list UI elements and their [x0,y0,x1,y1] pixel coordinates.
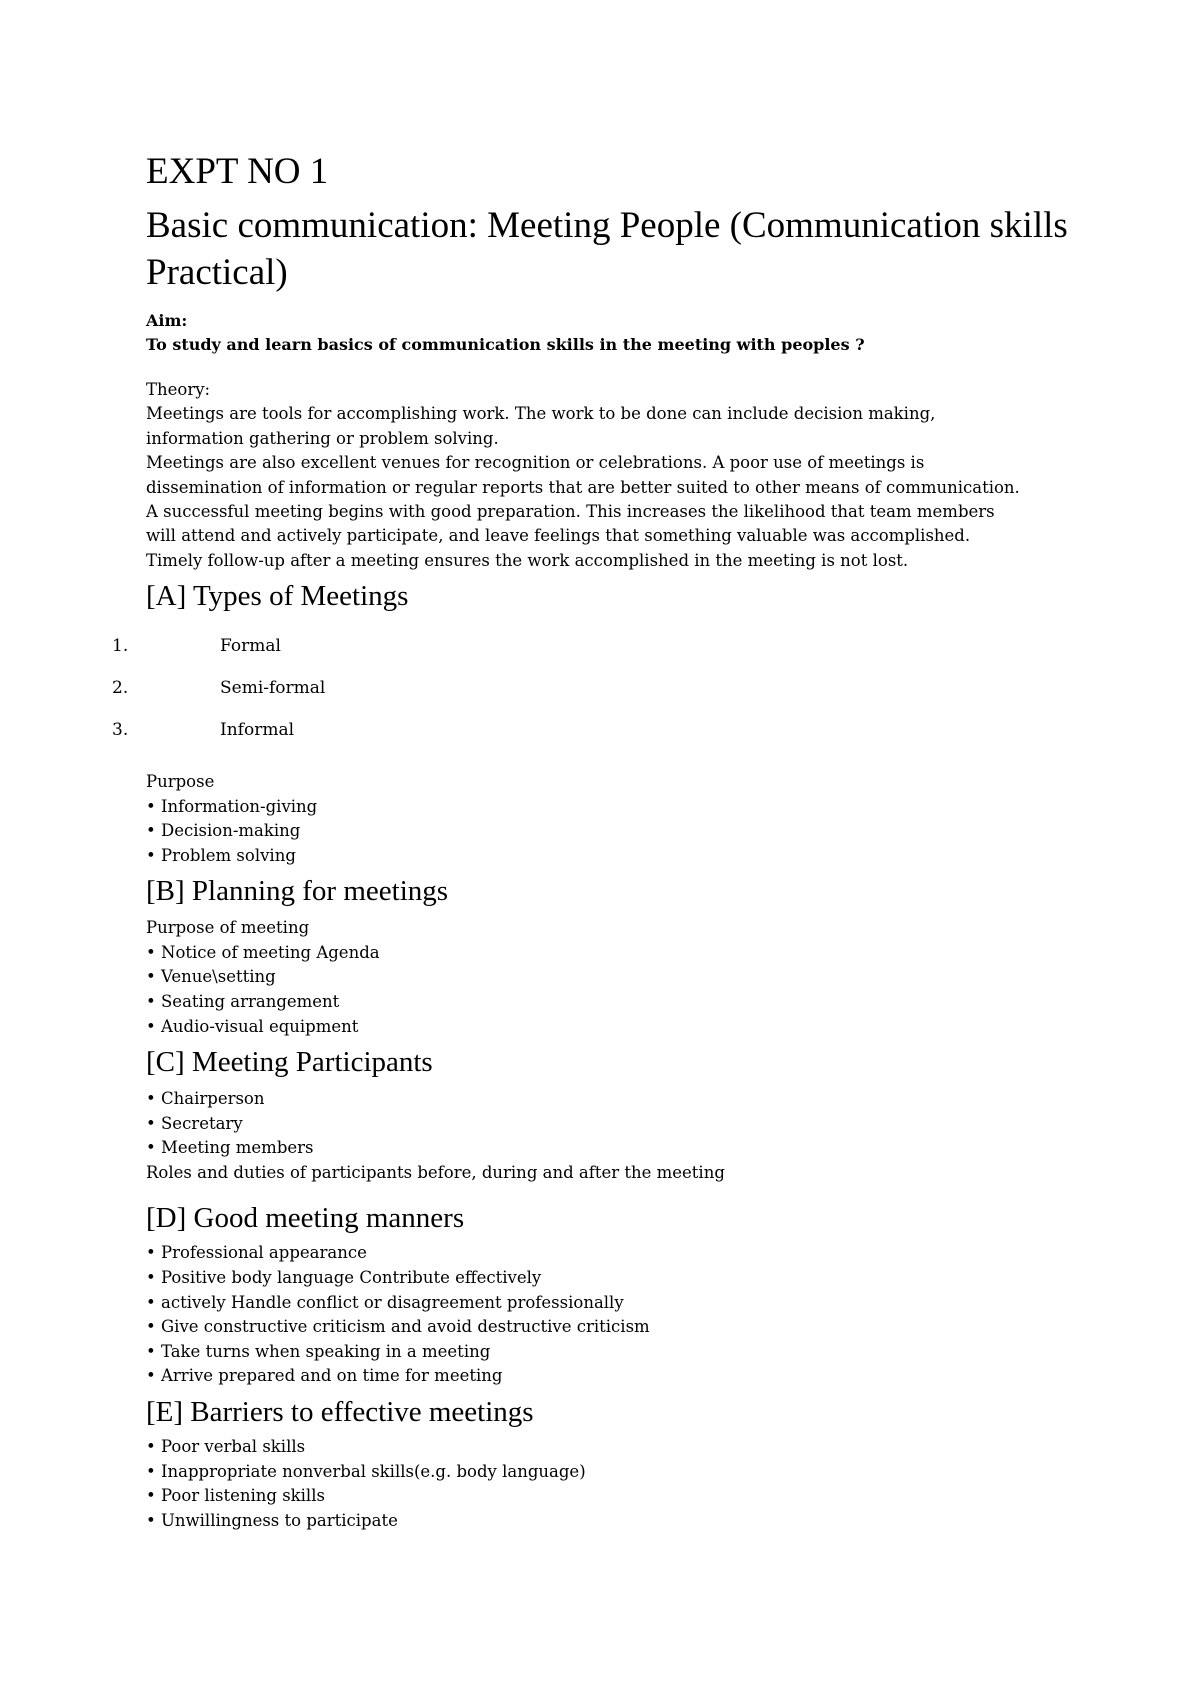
list-number: 3. [112,720,129,741]
list-text: Professional appearance [161,1243,367,1263]
list-item [146,1136,1106,1161]
bullet-icon: • [146,1366,156,1386]
bullet-icon: • [146,1436,156,1456]
list-item [146,1087,1106,1112]
bullet-icon: • [146,1268,156,1287]
bullet-icon: • [146,992,156,1012]
barriers-list [146,1435,1106,1533]
list-text: Inappropriate nonverbal skills(e.g. body language) [161,1461,586,1481]
bullet-icon: • [146,1113,156,1133]
bullet-icon: • [146,942,156,962]
theory-line: Meetings are also excellent venues for recognition or celebrations. A poor use of meetings is [146,453,925,473]
bullet-icon: • [146,1243,156,1263]
list-text: Chairperson [161,1089,265,1109]
list-text: Notice of meeting Agenda [161,942,380,962]
theory-label: Theory: [146,380,211,399]
list-text: Decision-making [161,821,301,841]
list-item [146,1364,1106,1389]
list-item [146,1509,1106,1534]
list-item [112,634,1106,676]
bullet-icon: • [146,1486,156,1506]
list-item [112,718,1106,760]
list-text: Information-giving [161,796,318,816]
list-text: Arrive prepared and on time for meeting [161,1366,503,1386]
section-heading-manners: [D] Good meeting manners [146,1202,465,1235]
bullet-icon: • [146,796,156,816]
list-text: Meeting members [161,1138,314,1158]
list-item [146,1266,1106,1291]
list-text: Seating arrangement [161,992,340,1012]
list-item [146,965,1106,990]
section-heading-participants: [C] Meeting Participants [146,1046,433,1079]
aim-label: Aim: [146,311,188,330]
list-number: 1. [112,636,129,657]
list-text: Semi-formal [220,678,326,699]
list-text: Take turns when speaking in a meeting [161,1341,491,1361]
bullet-icon: • [146,1089,156,1109]
participants-note: Roles and duties of participants before, during and after the meeting [146,1163,725,1182]
theory-line: Meetings are tools for accomplishing work. The work to be done can include decision making, [146,404,936,424]
bullet-icon: • [146,967,156,987]
section-heading-types: [A] Types of Meetings [146,580,409,613]
bullet-icon: • [146,821,156,841]
list-item [146,1241,1106,1266]
bullet-icon: • [146,1016,156,1036]
bullet-icon: • [146,845,156,865]
list-text: Positive body language Contribute effectively [161,1268,542,1287]
list-item [146,1460,1106,1485]
list-text: actively Handle conflict or disagreement professionally [161,1292,624,1312]
planning-list [146,941,1106,1039]
bullet-icon: • [146,1461,156,1481]
bullet-icon: • [146,1292,156,1312]
list-number: 2. [112,678,129,699]
list-text: Audio-visual equipment [161,1016,359,1036]
manners-list [146,1241,1106,1389]
bullet-icon: • [146,1138,156,1158]
list-item [146,819,1106,844]
list-text: Give constructive criticism and avoid destructive criticism [161,1317,650,1337]
list-item [146,941,1106,966]
participants-list [146,1087,1106,1161]
list-text: Poor verbal skills [161,1436,306,1456]
section-heading-barriers: [E] Barriers to effective meetings [146,1395,534,1428]
aim-text: To study and learn basics of communication skills in the meeting with peoples ? [146,335,865,354]
list-text: Poor listening skills [161,1486,325,1506]
purpose-label: Purpose [146,772,215,792]
list-item [146,1340,1106,1365]
list-item [146,1291,1106,1316]
list-text: Venue\setting [161,967,276,987]
bullet-icon: • [146,1341,156,1361]
list-item [146,1015,1106,1040]
list-item [146,990,1106,1015]
list-item [146,844,1106,869]
theory-line: dissemination of information or regular reports that are better suited to other means of communication. [146,477,1020,497]
list-text: Unwillingness to participate [161,1510,398,1530]
list-item [146,1484,1106,1509]
meeting-types-list [112,634,1106,760]
section-heading-planning: [B] Planning for meetings [146,875,449,908]
planning-intro: Purpose of meeting [146,918,310,938]
theory-line: information gathering or problem solving. [146,428,499,448]
list-text: Secretary [161,1113,243,1133]
list-item [146,1315,1106,1340]
theory-line: Timely follow-up after a meeting ensures the work accomplished in the meeting is not lost. [146,550,909,570]
experiment-number: EXPT NO 1 [146,151,329,192]
list-text: Informal [220,720,295,741]
theory-line: will attend and actively participate, and leave feelings that something valuable was accomplished. [146,526,971,546]
purpose-list [146,795,1106,869]
bullet-icon: • [146,1510,156,1530]
list-text: Formal [220,636,281,657]
document-title: Basic communication: Meeting People (Communication skills Practical) [146,205,1068,293]
theory-line: A successful meeting begins with good preparation. This increases the likelihood that team members [146,502,995,522]
list-item [146,795,1106,820]
bullet-icon: • [146,1317,156,1337]
document-content [112,148,1106,1533]
list-item [146,1435,1106,1460]
list-item [112,676,1106,718]
list-text: Problem solving [161,845,296,865]
list-item [146,1112,1106,1137]
